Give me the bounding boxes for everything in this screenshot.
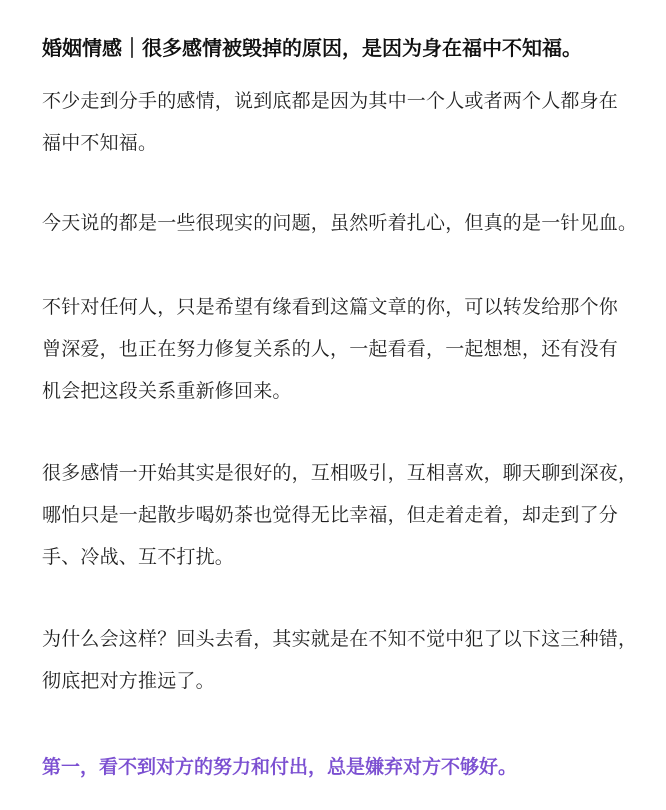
- paragraph-line: 手、冷战、互不打扰。: [42, 546, 235, 568]
- paragraph-line: 不针对任何人，只是希望有缘看到这篇文章的你，可以转发给那个你: [42, 296, 619, 318]
- paragraph-line: 为什么会这样？回头去看，其实就是在不知不觉中犯了以下这三种错，: [42, 628, 638, 650]
- highlight-heading: 第一，看不到对方的努力和付出，总是嫌弃对方不够好。: [42, 756, 518, 778]
- paragraph-line: 不少走到分手的感情，说到底都是因为其中一个人或者两个人都身在: [42, 90, 619, 112]
- paragraph-line: 今天说的都是一些很现实的问题，虽然听着扎心，但真的是一针见血。: [42, 212, 638, 234]
- paragraph-line: 曾深爱，也正在努力修复关系的人，一起看看，一起想想，还有没有: [42, 338, 619, 360]
- article-title: 婚姻情感｜很多感情被毁掉的原因，是因为身在福中不知福。: [42, 36, 582, 60]
- paragraph-2: [42, 202, 638, 244]
- paragraph-line: 很多感情一开始其实是很好的，互相吸引，互相喜欢，聊天聊到深夜，: [42, 462, 638, 484]
- paragraph-5: [42, 618, 638, 702]
- paragraph-4: [42, 452, 638, 578]
- paragraph-line: 哪怕只是一起散步喝奶茶也觉得无比幸福，但走着走着，却走到了分: [42, 504, 619, 526]
- paragraph-3: [42, 286, 622, 412]
- paragraph-1: [42, 80, 622, 164]
- paragraph-line: 福中不知福。: [42, 132, 158, 154]
- paragraph-line: 机会把这段关系重新修回来。: [42, 380, 292, 402]
- paragraph-line: 彻底把对方推远了。: [42, 670, 215, 692]
